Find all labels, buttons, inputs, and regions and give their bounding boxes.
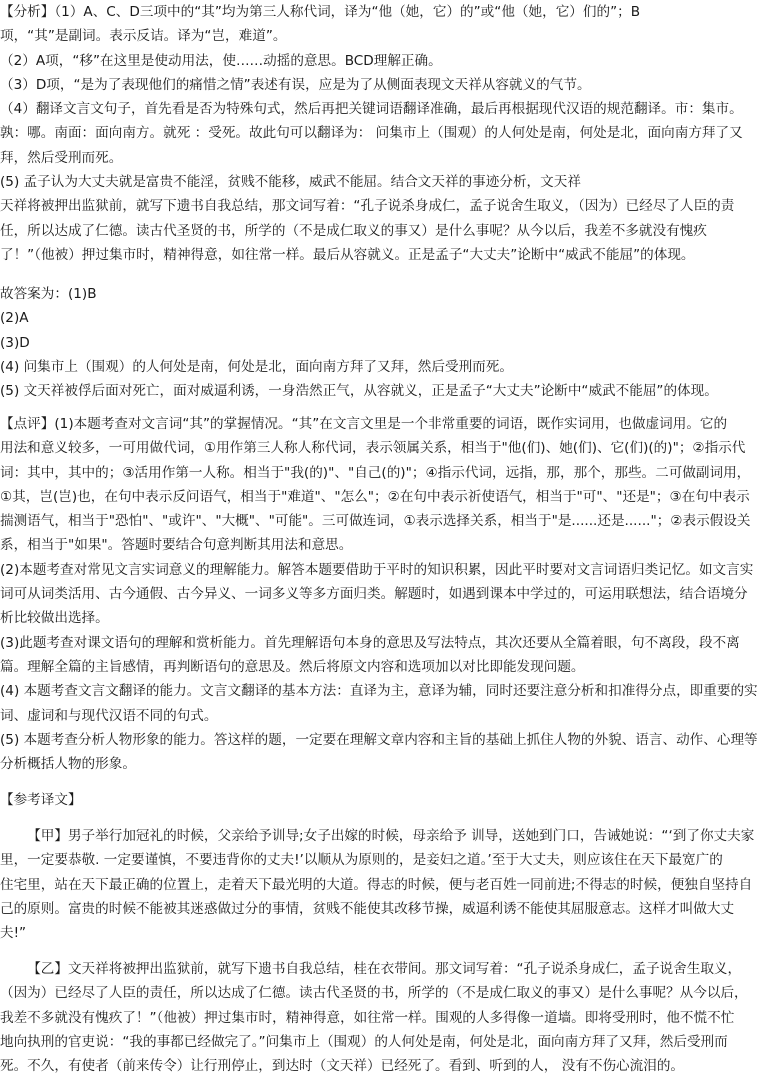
comment-line: 用法和意义较多，一可用做代词，①用作第三人称人称代词，表示领属关系，相当于"他(们)、她(们)、它(们)(的)"；②指示代 <box>0 440 746 457</box>
analysis-line: （4）翻译文言文句子，首先看是否为特殊句式，然后再把关键词语翻译准确，最后再根据现代汉语的规范翻译。市：集市。 <box>0 101 743 118</box>
comment-line: 揣测语气，相当于"恐怕"、"或许"、"大概"、"可能"。三可做连词，①表示选择关系，相当于"是......还是......"；②表示假设关 <box>0 513 751 530</box>
answer-line: (4) 问集市上（围观）的人何处是南，何处是北，面向南方拜了又拜，然后受刑而死。 <box>0 358 513 375</box>
analysis-line: 拜，然后受刑而死。 <box>0 149 123 166</box>
analysis-line: 【分析】（1）A、C、D三项中的“其”均为第三人称代词，译为“他（她，它）的”或“他（她，它）们的”；B <box>0 4 641 20</box>
analysis-line: 天祥将被押出监狱前，就写下遗书自我总结，那文词写着：“孔子说杀身成仁，孟子说舍生取义，（因为）已经尽了人臣的责 <box>0 198 735 215</box>
translation-jia <box>0 824 780 945</box>
comment-line: (5) 本题考查分析人物形象的能力。答这样的题，一定要在理解文章内容和主旨的基础上抓住人物的外貌、语言、动作、心理等 <box>0 731 758 748</box>
answer-line: (3)D <box>0 334 30 351</box>
section-heading: 【参考译文】 <box>0 792 82 808</box>
answer-line: (5) 文天祥被俘后面对死亡，面对威逼利诱，一身浩然正气，从容就义，正是孟子“大丈夫”论断中“威武不能屈”的体现。 <box>0 383 718 400</box>
analysis-line: 项，“其”是副词。表示反诘。译为“岂，难道”。 <box>0 28 287 45</box>
comment-line: (4) 本题考查文言文翻译的能力。文言文翻译的基本方法：直译为主，意译为辅，同时还要注意分析和扣准得分点，即重要的实 <box>0 683 758 700</box>
comment-section <box>0 412 780 776</box>
translation-line: 【甲】男子举行加冠礼的时候，父亲给予训导;女子出嫁的时候，母亲给予 训导，送她到门口，告诫她说：“‘到了你丈夫家 <box>27 828 755 844</box>
analysis-line: 任，所以达成了仁德。读古代圣贤的书，所学的（不是成仁取义的事又）是什么事呢？从今以后，我差不多就没有愧疚 <box>0 222 707 239</box>
comment-line: 词可从词类活用、古今通假、古今异义、一词多义等多方面归类。解题时，如遇到课本中学过的，可运用联想法，结合语境分 <box>0 586 748 603</box>
analysis-line: （2）A项，“移”在这里是使动用法，使……动摇的意思。BCD理解正确。 <box>0 52 442 69</box>
translation-line: 地向执刑的官吏说：“我的事都已经做完了。”问集市上（围观）的人何处是南，何处是北，面向南方拜了又拜，然后受刑而 <box>0 1033 728 1050</box>
comment-line: 分析概括人物的形象。 <box>0 756 136 773</box>
comment-line: 篇。理解全篇的主旨感情，再判断语句的意思及。然后将原文内容和选项加以对比即能发现问题。 <box>0 658 585 675</box>
comment-line: ①其，岂(岂)也，在句中表示反问语气，相当于"难道"、"怎么"；②在句中表示祈使语气，相当于"可"、"还是"；③在句中表示 <box>0 488 750 505</box>
reference-translation-heading <box>0 788 780 812</box>
comment-line: (2)本题考查对常见文言实词意义的理解能力。解答本题要借助于平时的知识积累，因此平时要对文言词语归类记忆。如文言实 <box>0 561 754 578</box>
comment-line: 系，相当于"如果"。答题时要结合句意判断其用法和意思。 <box>0 537 353 554</box>
answer-line: 故答案为：(1)B <box>0 286 97 302</box>
translation-line: 【乙】文天祥将被押出监狱前，就写下遗书自我总结，桂在衣带间。那文词写着：“孔子说杀身成仁，孟子说舍生取义， <box>27 961 742 977</box>
analysis-line: （3）D项，“是为了表现他们的痛惜之情”表述有误，应是为了从侧面表现文天祥从容就义的气节。 <box>0 76 591 93</box>
translation-line: 住宅里，站在天下最正确的位置上，走着天下最光明的大道。得志的时候，便与老百姓一同前进;不得志的时候，便独自坚持自 <box>0 876 753 893</box>
analysis-line: (5) 孟子认为大丈夫就是富贵不能淫，贫贱不能移，威武不能屈。结合文天祥的事迹分析，文天祥 <box>0 174 581 191</box>
translation-line: 我差不多就没有愧疚了！”（他被）押过集市时，精神得意，如往常一样。围观的人多得像一道墙。即将受刑时，他不慌不忙 <box>0 1009 735 1026</box>
answer-section <box>0 282 780 403</box>
comment-line: 【点评】(1)本题考查对文言词“其”的掌握情况。“其”在文言文里是一个非常重要的词语，既作实词用，也做虚词用。它的 <box>0 416 728 432</box>
analysis-line: 了！”（他被）押过集市时，精神得意，如往常一样。最后从容就义。正是孟子“大丈夫”论断中“威武不能屈”的体现。 <box>0 246 695 263</box>
translation-line: 里，一定要恭敬. 一定要谨慎，不要违背你的丈夫!’以顺从为原则的，是妾妇之道。’至于大丈夫，则应该住在天下最宽广的 <box>0 852 723 869</box>
comment-line: (3)此题考查对课文语句的理解和赏析能力。首先理解语句本身的意思及写法特点，其次还要从全篇着眼，句不离段，段不离 <box>0 634 740 651</box>
comment-line: 析比较做出选择。 <box>0 610 109 627</box>
comment-line: 词、虚词和与现代汉语不同的句式。 <box>0 707 218 724</box>
answer-line: (2)A <box>0 310 29 327</box>
translation-line: （因为）已经尽了人臣的责任，所以达成了仁德。读古代圣贤的书，所学的（不是成仁取义的事又）是什么事呢？从今以后， <box>0 985 748 1002</box>
translation-yi <box>0 957 780 1078</box>
translation-line: 夫!” <box>0 925 27 942</box>
comment-line: 词：其中，其中的；③活用作第一人称。相当于"我(的)"、"自己(的)"；④指示代词，远指，那，那个，那些。二可做副词用， <box>0 464 751 481</box>
analysis-line: 孰：哪。南面：面向南方。就死 ：受死。故此句可以翻译为： 问集市上（围观）的人何处是南，何处是北，面向南方拜了又 <box>0 125 743 142</box>
translation-line: 己的原则。富贵的时候不能被其迷惑做过分的事情，贫贱不能使其改移节操，威逼利诱不能使其屈服意志。这样才叫做大丈 <box>0 900 735 917</box>
analysis-section <box>0 0 780 267</box>
translation-line: 死。不久，有使者（前来传令）让行刑停止，到达时（文天祥）已经死了。看到、听到的人， 没有不伤心流泪的。 <box>0 1058 685 1075</box>
